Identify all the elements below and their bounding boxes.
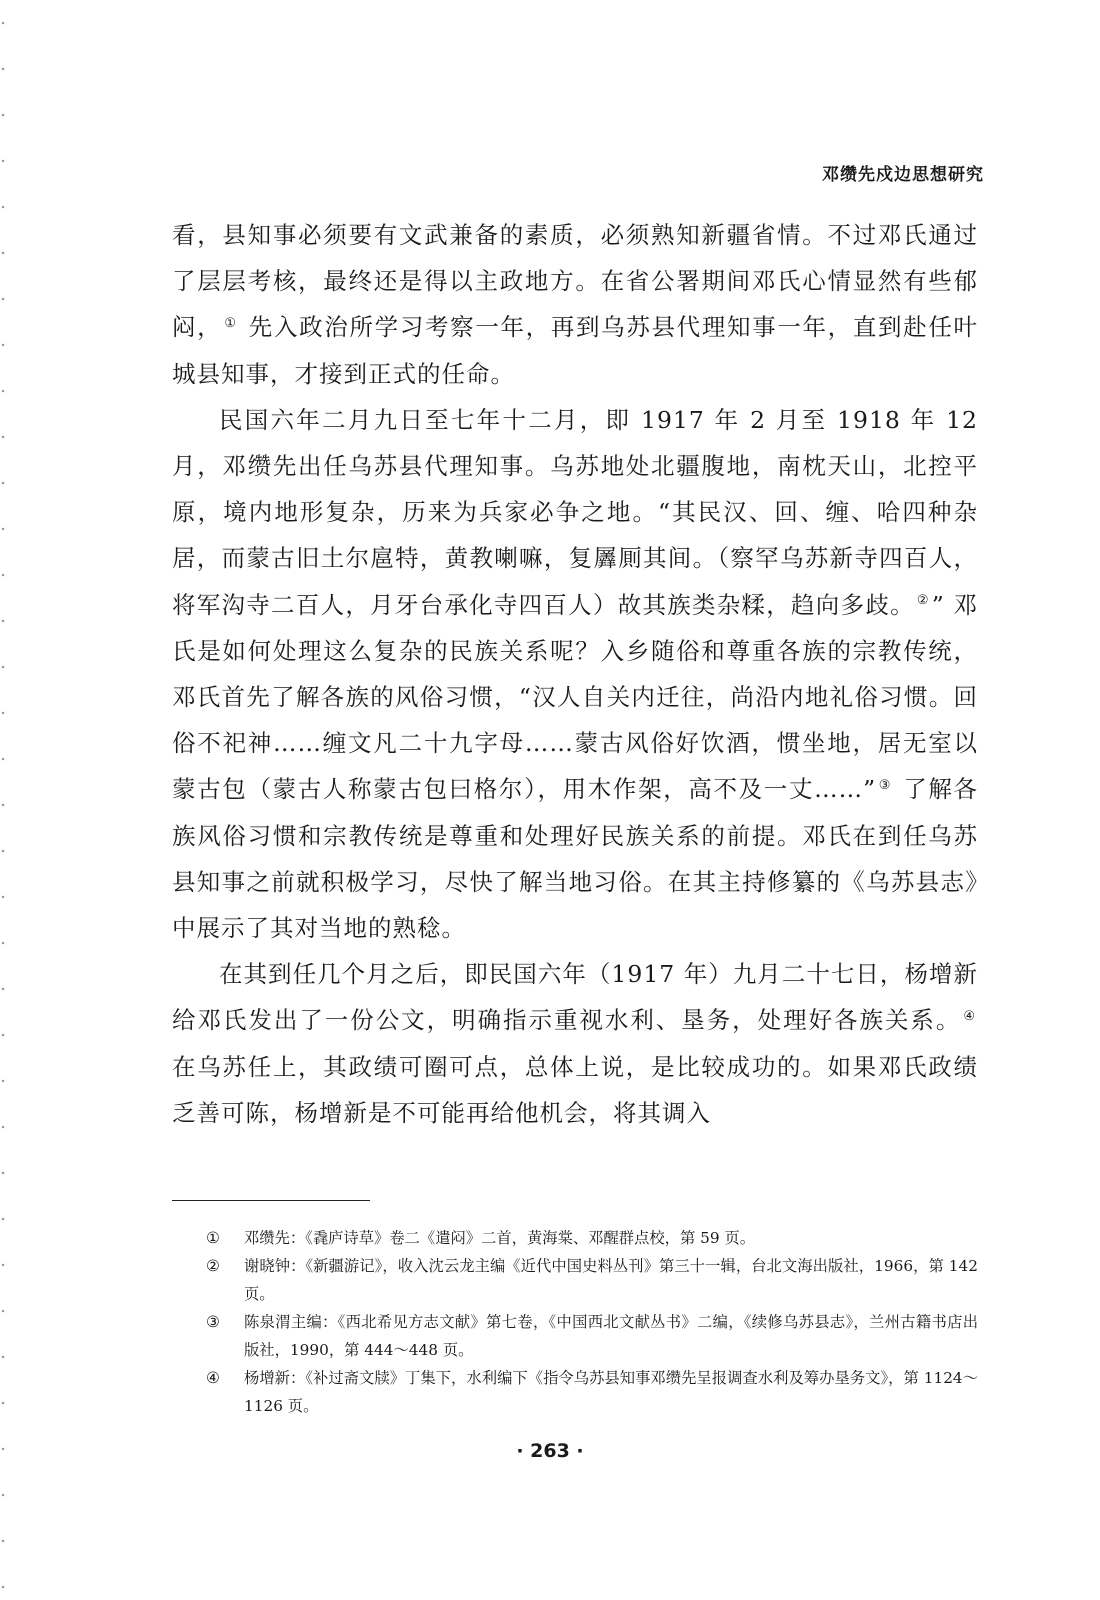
footnote-reference[interactable]: ①	[224, 315, 238, 331]
paragraph-text: 了解各族风俗习惯和宗教传统是尊重和处理好民族关系的前提。邓氏在到任乌苏县知事之前就积极学习，尽快了解当地习俗。在其主持修纂的《乌苏县志》中展示了其对当地的熟稔。	[172, 775, 978, 943]
footnotes	[206, 1224, 978, 1420]
paragraph-text: 先入政治所学习考察一年，再到乌苏县代理知事一年，直到赴任叶城县知事，才接到正式的任命。	[172, 313, 978, 388]
footnote-text: 邓缵先：《毳庐诗草》卷二《遣闷》二首，黄海棠、邓醒群点校，第 59 页。	[244, 1229, 756, 1247]
footnote-marker: ②	[206, 1257, 220, 1275]
body-paragraph	[172, 397, 978, 951]
footnote-item	[206, 1364, 978, 1420]
footnote-reference[interactable]: ④	[963, 1008, 976, 1024]
footnote-marker: ③	[206, 1313, 220, 1331]
footnote-text: 谢晓钟：《新疆游记》，收入沈云龙主编《近代中国史料丛刊》第三十一辑，台北文海出版社，1966，第 142 页。	[244, 1257, 978, 1303]
footnote-marker: ④	[206, 1369, 220, 1387]
body-paragraph	[172, 951, 978, 1136]
footnote-marker: ①	[206, 1229, 220, 1247]
paragraph-text: 在乌苏任上，其政绩可圈可点，总体上说，是比较成功的。如果邓氏政绩乏善可陈，杨增新是不可能再给他机会，将其调入	[172, 1052, 978, 1127]
footnote-reference[interactable]: ③	[878, 777, 893, 793]
paragraph-text: 看，县知事必须要有文武兼备的素质，必须熟知新疆省情。不过邓氏通过了层层考核，最终还是得以主政地方。在省公署期间邓氏心情显然有些郁闷，	[172, 221, 978, 342]
paragraph-text: 民国六年二月九日至七年十二月，即 1917 年 2 月至 1918 年 12 月，邓缵先出任乌苏县代理知事。乌苏地处北疆腹地，南枕天山，北控平原，境内地形复杂，历来为兵家必争之地。“其民汉、回、缠、哈四种杂居，而蒙古旧土尔扈特，黄教喇嘛，复羼厠其间。（察罕乌苏新寺四百人，将军沟寺二百人，月牙台承化寺四百人）故其族类杂糅，趋向多歧。	[172, 405, 978, 619]
paragraph-text: ” 邓氏是如何处理这么复杂的民族关系呢？入乡随俗和尊重各族的宗教传统，邓氏首先了解各族的风俗习惯，“汉人自关内迁往，尚沿内地礼俗习惯。回俗不祀神……缠文凡二十九字母……蒙古风俗好饮酒，惯坐地，居无室以蒙古包（蒙古人称蒙古包曰格尔），用木作架，高不及一丈……”	[172, 590, 979, 804]
footnote-reference[interactable]: ②	[916, 592, 930, 608]
footnote-item	[206, 1252, 978, 1308]
scan-margin-dots	[0, 0, 6, 1600]
body-text	[172, 212, 978, 1136]
footnote-text: 杨增新：《补过斋文牍》丁集下，水利编下《指令乌苏县知事邓缵先呈报调查水利及筹办垦务文》，第 1124～1126 页。	[244, 1369, 978, 1415]
footnote-item	[206, 1308, 978, 1364]
footnote-separator	[172, 1200, 370, 1201]
footnote-item	[206, 1224, 978, 1252]
running-head: 邓缵先戍边思想研究	[822, 165, 984, 185]
page-number: · 263 ·	[516, 1440, 584, 1462]
footnote-text: 陈泉渭主编：《西北希见方志文献》第七卷，《中国西北文献丛书》二编，《续修乌苏县志》，兰州古籍书店出版社，1990，第 444～448 页。	[244, 1313, 978, 1359]
body-paragraph	[172, 212, 978, 397]
paragraph-text: 在其到任几个月之后，即民国六年（1917 年）九月二十七日，杨增新给邓氏发出了一份公文，明确指示重视水利、垦务，处理好各族关系。	[172, 960, 978, 1035]
